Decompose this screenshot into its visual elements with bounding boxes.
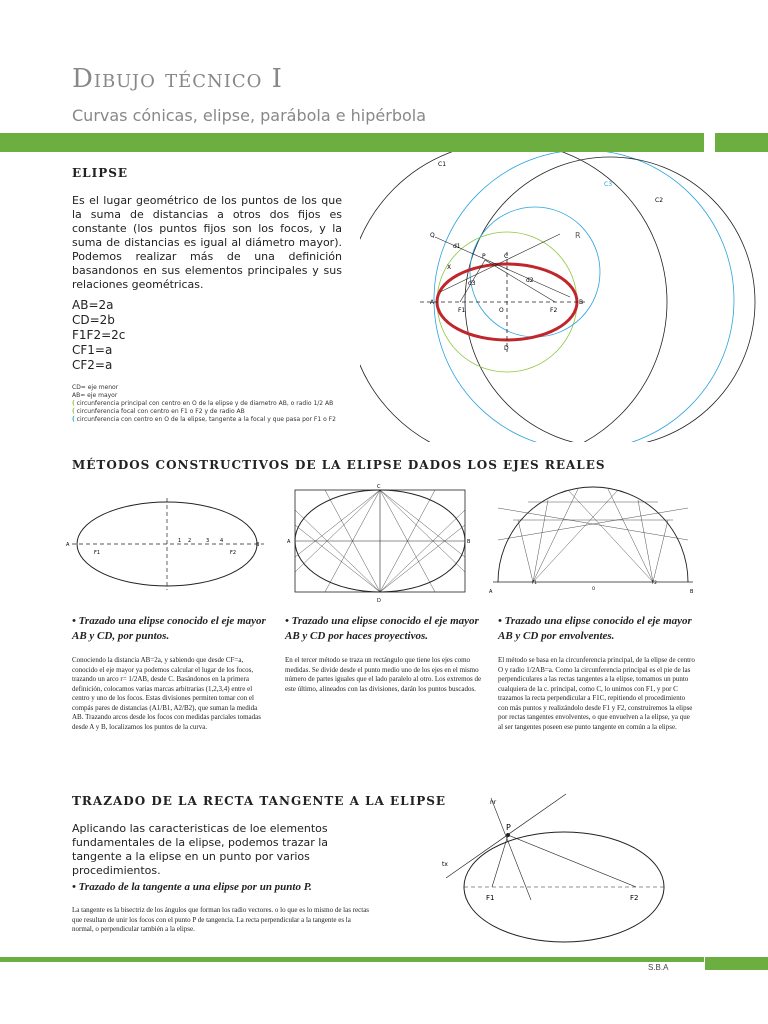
fig2-label-a: A	[287, 539, 291, 545]
formula-f1f2: F1F2=2c	[72, 328, 126, 342]
envelope-tangent-lines	[498, 489, 688, 582]
label-f1: F1	[458, 307, 466, 314]
circle-c2-outer	[465, 157, 755, 442]
footer-code: S.B.A	[648, 963, 669, 972]
label-d: D	[504, 345, 509, 352]
method-envelope-diagram	[488, 480, 698, 600]
formula-list	[72, 298, 125, 373]
method-title-projective: • Trazado una elipse conocido el eje mayor AB y CD por haces proyectivos.	[285, 615, 479, 642]
radius-vector-f1	[492, 835, 508, 887]
label-c3: C3	[604, 181, 613, 188]
ellipse-construction-diagram	[360, 152, 768, 442]
footer-accent-bar-right	[705, 957, 768, 970]
fig1-label-4: 4	[220, 538, 224, 544]
label-p: P	[482, 253, 486, 260]
method-title-envelope: • Trazado una elipse conocido el eje mayor AB y CD por envolventes.	[498, 615, 692, 642]
tangente-intro: Aplicando las caracteristicas de loe elementos fundamentales de la elipse, podemos trazar la tangente a la elipse en un punto por varios procedimientos.	[72, 822, 329, 877]
method-text-envelope: El método se basa en la circunferencia principal, de la elipse de centro O y radio 1/2AB=a. Como la circunferencia principal es el pie de las perpendiculares a las rectas tangentes a la elipse, tomamos un punto cualquiera de la c. principal, como C, lo unimos con F1, y por C trazamos la recta perpendicular a F1C, repitiendo el procedimiento con más puntos y realizándolo desde F1 y F2, construiremos la elipse por rectas tangentes envolventes, o que envuelven a la elipse, ya que al ser tangentes poseen ese punto tangente en común a la elipse.	[498, 656, 695, 731]
label-a: A	[430, 299, 435, 306]
label-focus-f2: F2	[630, 894, 639, 902]
method-projective-diagram	[285, 482, 475, 607]
footer-accent-bar	[0, 957, 704, 962]
label-d2: d2	[526, 277, 534, 284]
focal-circle-c2	[434, 152, 734, 442]
label-f2: F2	[550, 307, 558, 314]
fig3-label-f1: F1	[532, 580, 537, 585]
tangente-method-title: • Trazado de la tangente a una elipse por un punto P.	[72, 881, 312, 893]
fig2-label-b: B	[467, 539, 471, 545]
green-arc-icon: (	[72, 408, 75, 415]
label-d3: d3	[468, 280, 476, 287]
legend-focal-circle: ( circunferencia focal con centro en F1 o F2 y de radio AB	[72, 408, 245, 415]
header-accent-bar-right	[715, 133, 768, 152]
focal-circle-c1	[360, 152, 667, 442]
fig1-label-2: 2	[188, 538, 192, 544]
fig3-label-o: O	[592, 586, 596, 591]
label-o: O	[499, 307, 504, 314]
method-title-points: • Trazado una elipse conocido el eje mayor AB y CD, por puntos.	[72, 615, 266, 642]
label-nr: nr	[490, 799, 497, 806]
label-c: C	[504, 253, 509, 260]
section-heading-tangente: TRAZADO DE LA RECTA TANGENTE A LA ELIPSE	[72, 794, 447, 808]
legend-tangent-circle: ( circunferencia con centro en O de la elipse, tangente a la focal y que pasa por F1 o F2	[72, 416, 336, 423]
normal-line-nr	[491, 798, 531, 900]
fig1-label-f1: F1	[94, 550, 101, 556]
fig1-label-f2: F2	[230, 550, 237, 556]
radius-vector-f2	[508, 835, 636, 887]
section-heading-metodos: MÉTODOS CONSTRUCTIVOS DE LA ELIPSE DADOS LOS EJES REALES	[72, 458, 606, 472]
blue-arc-icon: (	[72, 416, 75, 423]
tangente-text: La tangente es la bisectriz de los ángulos que forman los radio vectores. o lo que es lo mismo de las rectas que resultan de unir los focos con el punto P de tangencia. La recta perpendicular a la tangente es la normal, o perpendicular también a la elipse.	[72, 906, 370, 933]
formula-cf2: CF2=a	[72, 358, 113, 372]
legend-minor-axis: CD= eje menor	[72, 384, 119, 391]
legend-principal-circle: ( circunferencia principal con centro en O de la elipse y de diametro AB, o radio 1/2 AB	[72, 400, 334, 407]
fig2-label-c: C	[377, 484, 381, 490]
label-r: R	[575, 231, 581, 240]
green-arc-icon: (	[72, 400, 75, 407]
legend-major-axis: AB= eje mayor	[72, 392, 118, 399]
tangent-circle	[470, 207, 600, 337]
fig2-label-d: D	[377, 598, 381, 604]
label-x: X	[447, 264, 452, 271]
formula-cd: CD=2b	[72, 313, 115, 327]
method-text-projective: En el tercer método se traza un rectángulo que tiene los ejes como medidas. Se divide desde el punto medio uno de los ejes en el mismo número de partes iguales que el lado paralelo al otro. Los extremos de este último, alineados con las divisiones, darán los puntos buscados.	[285, 656, 482, 693]
label-b: B	[579, 299, 584, 306]
point-p-marker	[506, 833, 510, 837]
label-point-p: P	[506, 823, 511, 832]
label-tx: tx	[442, 861, 448, 868]
label-q: Q	[430, 232, 435, 239]
fig3-label-f2: F2	[652, 580, 657, 585]
tangent-diagram	[436, 790, 698, 950]
fig1-label-3: 3	[206, 538, 210, 544]
formula-cf1: CF1=a	[72, 343, 113, 357]
diagram-legend	[72, 384, 352, 424]
formula-ab: AB=2a	[72, 298, 114, 312]
fig3-label-b: B	[690, 589, 694, 595]
elipse-definition: Es el lugar geométrico de los puntos de los que la suma de distancias a otros dos fijos es constante (los puntos fijos son los focos, y la suma de distancias es igual al diámetro mayor). Podemos realizar más de una definición basandonos en sus elementos principales y sus relaciones geométricas.	[72, 194, 342, 291]
section-heading-elipse: ELIPSE	[72, 166, 129, 180]
fig1-label-1: 1	[178, 538, 182, 544]
header-accent-bar	[0, 133, 704, 152]
method-text-points: Conociendo la distancia AB=2a, y sabiendo que desde CF=a, conocido el eje mayor ya podemos calcular el lugar de los focos, trazando un arco r= 1/2AB, desde C. Basándonos en la primera definición, colocamos varias marcas arbitrarias (1,2,3,4) entre el centro y uno de los focos. Estas divisiones permiten tomar con el compás pares de distancias (A1/B1, A2/B2), que suman la medida AB. Trazando arcos desde los focos con medidas parciales tomadas desde A y B, localizamos los puntos de la curva.	[72, 656, 261, 731]
fig1-label-b: B	[256, 542, 260, 548]
label-d1: d1	[453, 243, 461, 250]
label-c2: C2	[655, 197, 664, 204]
fig1-label-a: A	[66, 542, 70, 548]
envelope-principal-arc	[498, 487, 688, 582]
method-points-diagram	[64, 478, 274, 593]
radius-vector-2	[485, 260, 555, 302]
fig3-label-a: A	[489, 589, 493, 595]
page-subtitle: Curvas cónicas, elipse, parábola e hipérbola	[72, 106, 427, 125]
page-title: Dibujo técnico I	[72, 64, 283, 94]
label-c1: C1	[438, 161, 447, 168]
label-focus-f1: F1	[486, 894, 495, 902]
